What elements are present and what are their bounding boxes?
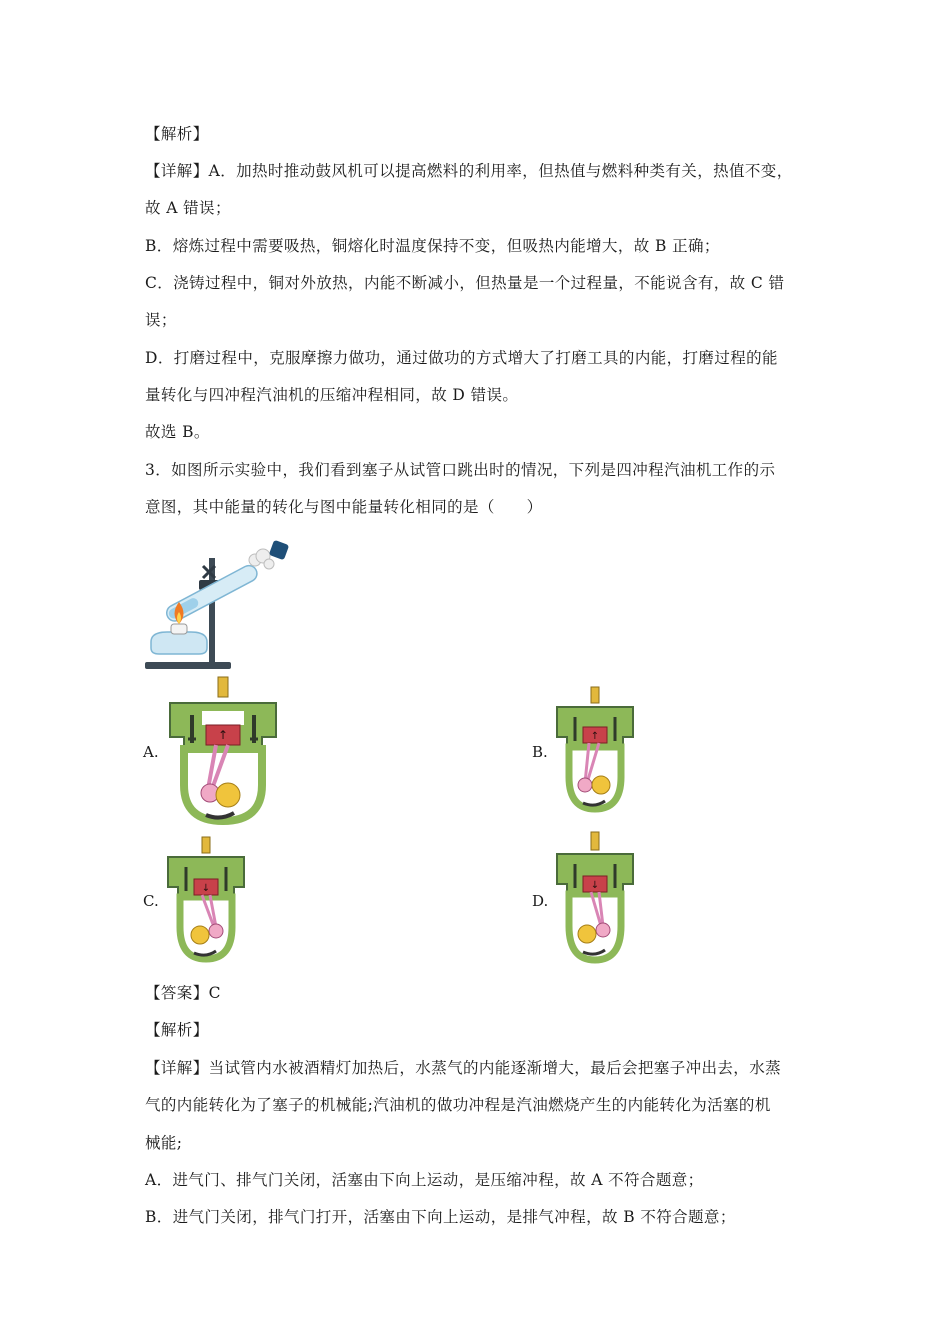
stand-base xyxy=(145,662,231,669)
engine-diagram-c xyxy=(166,835,246,965)
detail-line-1: 【详解】A．加热时推动鼓风机可以提高燃料的利用率，但热值与燃料种类有关，热值不变， xyxy=(145,162,793,180)
svg-text:↑: ↑ xyxy=(217,728,229,742)
answer-option-b: B．进气门关闭，排气门打开，活塞由下向上运动，是排气冲程，故 B 不符合题意； xyxy=(145,1208,736,1226)
question-3-line-1: 3．如图所示实验中，我们看到塞子从试管口跳出时的情况，下列是四冲程汽油机工作的示 xyxy=(145,461,776,479)
option-d-explanation-1: D．打磨过程中，克服摩擦力做功，通过做功的方式增大了打磨工具的内能，打磨过程的能 xyxy=(145,349,778,367)
analysis-tag-1: 【解析】 xyxy=(145,125,209,143)
answer-detail-line-3: 械能; xyxy=(145,1134,183,1152)
detail-line-2: 故 A 错误； xyxy=(145,199,231,217)
option-d-label: D. xyxy=(532,892,549,910)
test-tube-experiment-figure xyxy=(143,538,293,678)
answer-detail-line-2: 气的内能转化为了塞子的机械能;汽油机的做功冲程是汽油燃烧产生的内能转化为活塞的机 xyxy=(145,1096,771,1114)
svg-text:↑: ↑ xyxy=(590,731,600,742)
option-a-label: A. xyxy=(143,743,159,761)
analysis-tag-2: 【解析】 xyxy=(145,1021,209,1039)
option-c-label: C. xyxy=(143,892,159,910)
engine-diagram-d xyxy=(555,830,635,968)
option-c-explanation-1: C．浇铸过程中，铜对外放热，内能不断减小，但热量是一个过程量，不能说含有，故 C 错 xyxy=(145,274,785,292)
alcohol-lamp xyxy=(151,632,207,654)
svg-text:↓: ↓ xyxy=(201,883,211,894)
answer-option-a: A．进气门、排气门关闭，活塞由下向上运动，是压缩冲程，故 A 不符合题意； xyxy=(145,1171,704,1189)
option-c-explanation-2: 误； xyxy=(145,311,177,329)
question-3-line-2: 意图，其中能量的转化与图中能量转化相同的是（ ） xyxy=(145,498,543,516)
option-b-explanation: B．熔炼过程中需要吸热，铜熔化时温度保持不变，但吸热内能增大，故 B 正确； xyxy=(145,237,720,255)
option-b-label: B. xyxy=(532,743,548,761)
engine-diagram-b xyxy=(555,685,635,815)
engine-diagram-a xyxy=(166,675,281,825)
answer-line: 【答案】C xyxy=(145,984,221,1002)
choice-line: 故选 B。 xyxy=(145,423,210,441)
answer-detail-line-1: 【详解】当试管内水被酒精灯加热后，水蒸气的内能逐渐增大，最后会把塞子冲出去，水蒸 xyxy=(145,1059,782,1077)
option-d-explanation-2: 量转化与四冲程汽油机的压缩冲程相同，故 D 错误。 xyxy=(145,386,519,404)
svg-text:↓: ↓ xyxy=(590,880,600,891)
stopper xyxy=(269,540,290,561)
